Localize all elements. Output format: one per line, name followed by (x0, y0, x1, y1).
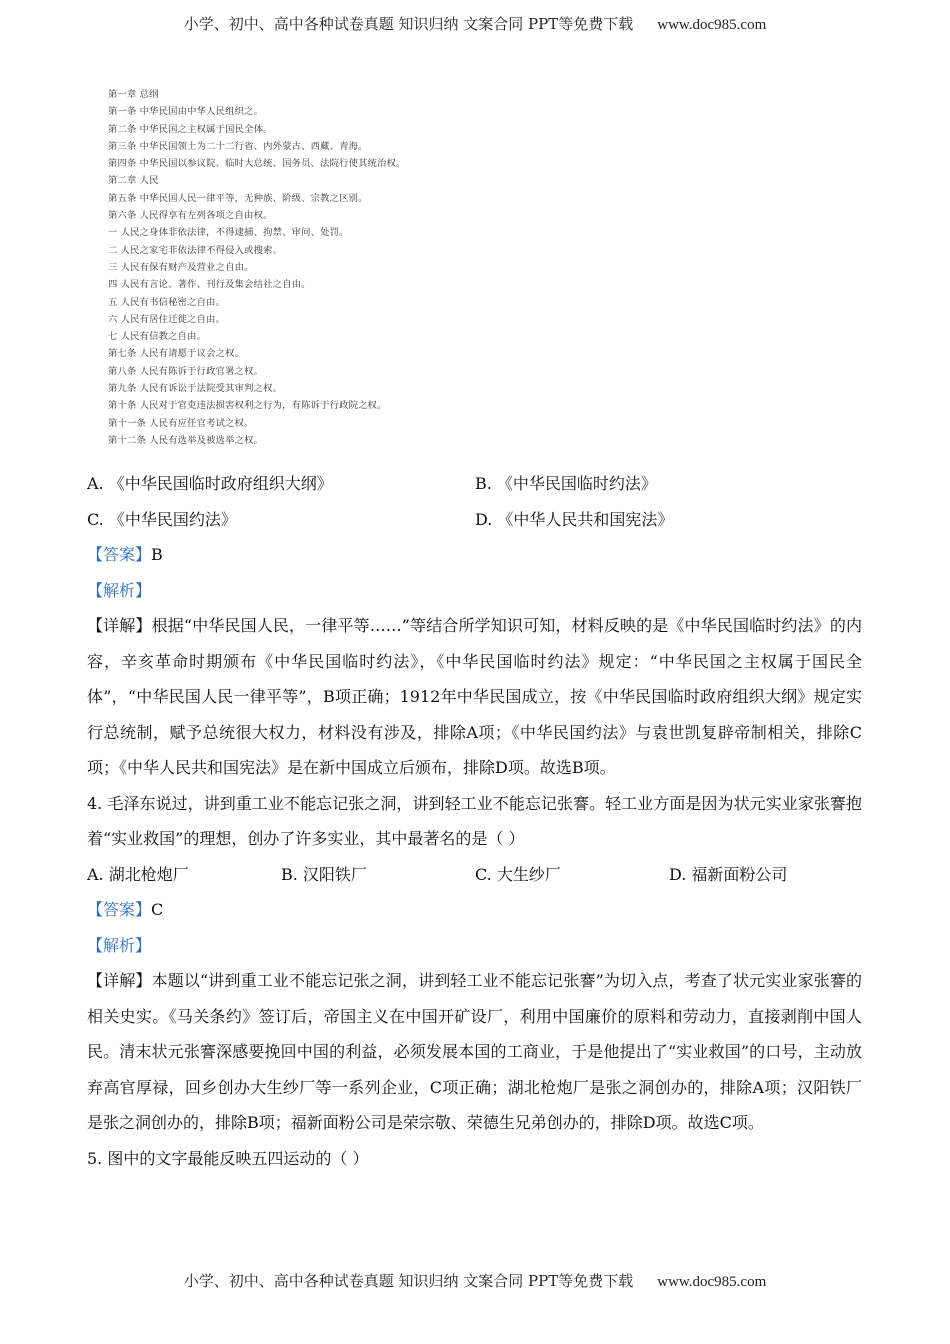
q4-option-b: B. 汉阳铁厂 (281, 864, 367, 884)
detail-label: 【详解】 (87, 616, 152, 635)
excerpt-line: 一 人民之身体非依法律，不得逮捕、拘禁、审问、处罚。 (108, 227, 349, 239)
answer-value: B (151, 545, 163, 564)
answer-label: 【答案】 (87, 900, 152, 919)
excerpt-line: 三 人民有保有财产及营业之自由。 (108, 261, 254, 273)
excerpt-line: 二 人民之家宅非依法律不得侵入或搜索。 (108, 244, 283, 256)
footer-text: 小学、初中、高中各种试卷真题 知识归纳 文案合同 PPT等免费下载 (183, 1272, 634, 1290)
q3-option-c: C. 《中华民国约法》 (87, 509, 237, 529)
excerpt-line: 第三条 中华民国领土为二十二行省、内外蒙古、西藏、青海。 (108, 140, 368, 152)
excerpt-line: 第九条 人民有诉讼于法院受其审判之权。 (108, 383, 283, 395)
excerpt-line: 第十二条 人民有选举及被选举之权。 (108, 434, 264, 446)
page-header (0, 13, 950, 34)
excerpt-line: 第二条 中华民国之主权属于国民全体。 (108, 123, 273, 135)
detail-label: 【详解】 (87, 971, 152, 990)
detail-text: 根据“中华民国人民，一律平等……”等结合所学知识可知，材料反映的是《中华民国临时约法》的内容，辛亥革命时期颁布《中华民国临时约法》，《中华民国临时约法》规定：“中华民国之主权属于国民全体”，“中华民国人民一律平等”，B项正确；1912年中华民国成立，按《中华民国临时政府组织大纲》规定实行总统制，赋予总统很大权力，材料没有涉及，排除A项；《中华民国约法》与袁世凯复辟帝制相关，排除C项；《中华人民共和国宪法》是在新中国成立后颁布，排除D项。故选B项。 (87, 616, 862, 777)
provisional-constitution-excerpt-image (108, 86, 468, 449)
excerpt-line: 五 人民有书信秘密之自由。 (108, 296, 226, 308)
q3-option-d: D. 《中华人民共和国宪法》 (475, 509, 674, 529)
excerpt-line: 第八条 人民有陈诉于行政官署之权。 (108, 365, 264, 377)
q5-stem: 5. 图中的文字最能反映五四运动的（ ） (87, 1148, 369, 1168)
excerpt-line: 第四条 中华民国以参议院、临时大总统、国务员、法院行使其统治权。 (108, 158, 406, 170)
page-footer (0, 1270, 950, 1291)
excerpt-line: 四 人民有言论、著作、刊行及集会结社之自由。 (108, 279, 311, 291)
q3-options-row-2 (87, 502, 862, 538)
excerpt-line: 第一章 总纲 (108, 89, 159, 100)
excerpt-line: 第十一条 人民有应任官考试之权。 (108, 417, 254, 429)
q4-answer (87, 892, 862, 928)
question-content (87, 466, 862, 1176)
header-url[interactable]: www.doc985.com (657, 17, 767, 33)
header-text: 小学、初中、高中各种试卷真题 知识归纳 文案合同 PPT等免费下载 (183, 15, 634, 33)
excerpt-line: 第二章 人民 (108, 175, 159, 187)
excerpt-line: 七 人民有信教之自由。 (108, 331, 207, 343)
q4-detail (87, 963, 862, 1141)
excerpt-line: 六 人民有居住迁徙之自由。 (108, 313, 226, 325)
q3-detail (87, 608, 862, 786)
excerpt-line: 第七条 人民有请愿于议会之权。 (108, 348, 245, 360)
q4-analysis-label: 【解析】 (87, 935, 152, 955)
q3-answer (87, 537, 862, 573)
excerpt-line: 第五条 中华民国人民一律平等，无种族、阶级、宗教之区别。 (108, 192, 368, 204)
q3-options-row-1 (87, 466, 862, 502)
q4-option-a: A. 湖北枪炮厂 (87, 864, 189, 884)
q4-option-d: D. 福新面粉公司 (669, 864, 788, 884)
footer-url[interactable]: www.doc985.com (657, 1274, 767, 1290)
q3-analysis-label: 【解析】 (87, 580, 152, 600)
excerpt-line: 第六条 人民得享有左列各项之自由权。 (108, 210, 273, 222)
answer-label: 【答案】 (87, 545, 152, 564)
answer-value: C (151, 900, 164, 919)
excerpt-line: 第十条 人民对于官吏违法损害权利之行为，有陈诉于行政院之权。 (108, 400, 387, 412)
q4-stem: 4. 毛泽东说过，讲到重工业不能忘记张之洞，讲到轻工业不能忘记张謇。轻工业方面是因为状元实业家张謇抱着“实业救国”的理想，创办了许多实业，其中最著名的是（ ） (87, 793, 862, 848)
excerpt-line: 第一条 中华民国由中华人民组织之。 (108, 106, 264, 118)
q4-options-row (87, 857, 862, 893)
q3-option-a: A. 《中华民国临时政府组织大纲》 (87, 474, 333, 493)
q3-option-b: B. 《中华民国临时约法》 (475, 474, 657, 493)
detail-text: 本题以“讲到重工业不能忘记张之洞，讲到轻工业不能忘记张謇”为切入点，考查了状元实业家张謇的相关史实。《马关条约》签订后，帝国主义在中国开矿设厂，利用中国廉价的原料和劳动力，直接剥削中国人民。清末状元张謇深感要挽回中国的利益，必须发展本国的工商业，于是他提出了“实业救国”的口号，主动放弃高官厚禄，回乡创办大生纱厂等一系列企业，C项正确；湖北枪炮厂是张之洞创办的，排除A项；汉阳铁厂是张之洞创办的，排除B项；福新面粉公司是荣宗敬、荣德生兄弟创办的，排除D项。故选C项。 (87, 971, 862, 1132)
q4-option-c: C. 大生纱厂 (475, 864, 561, 884)
